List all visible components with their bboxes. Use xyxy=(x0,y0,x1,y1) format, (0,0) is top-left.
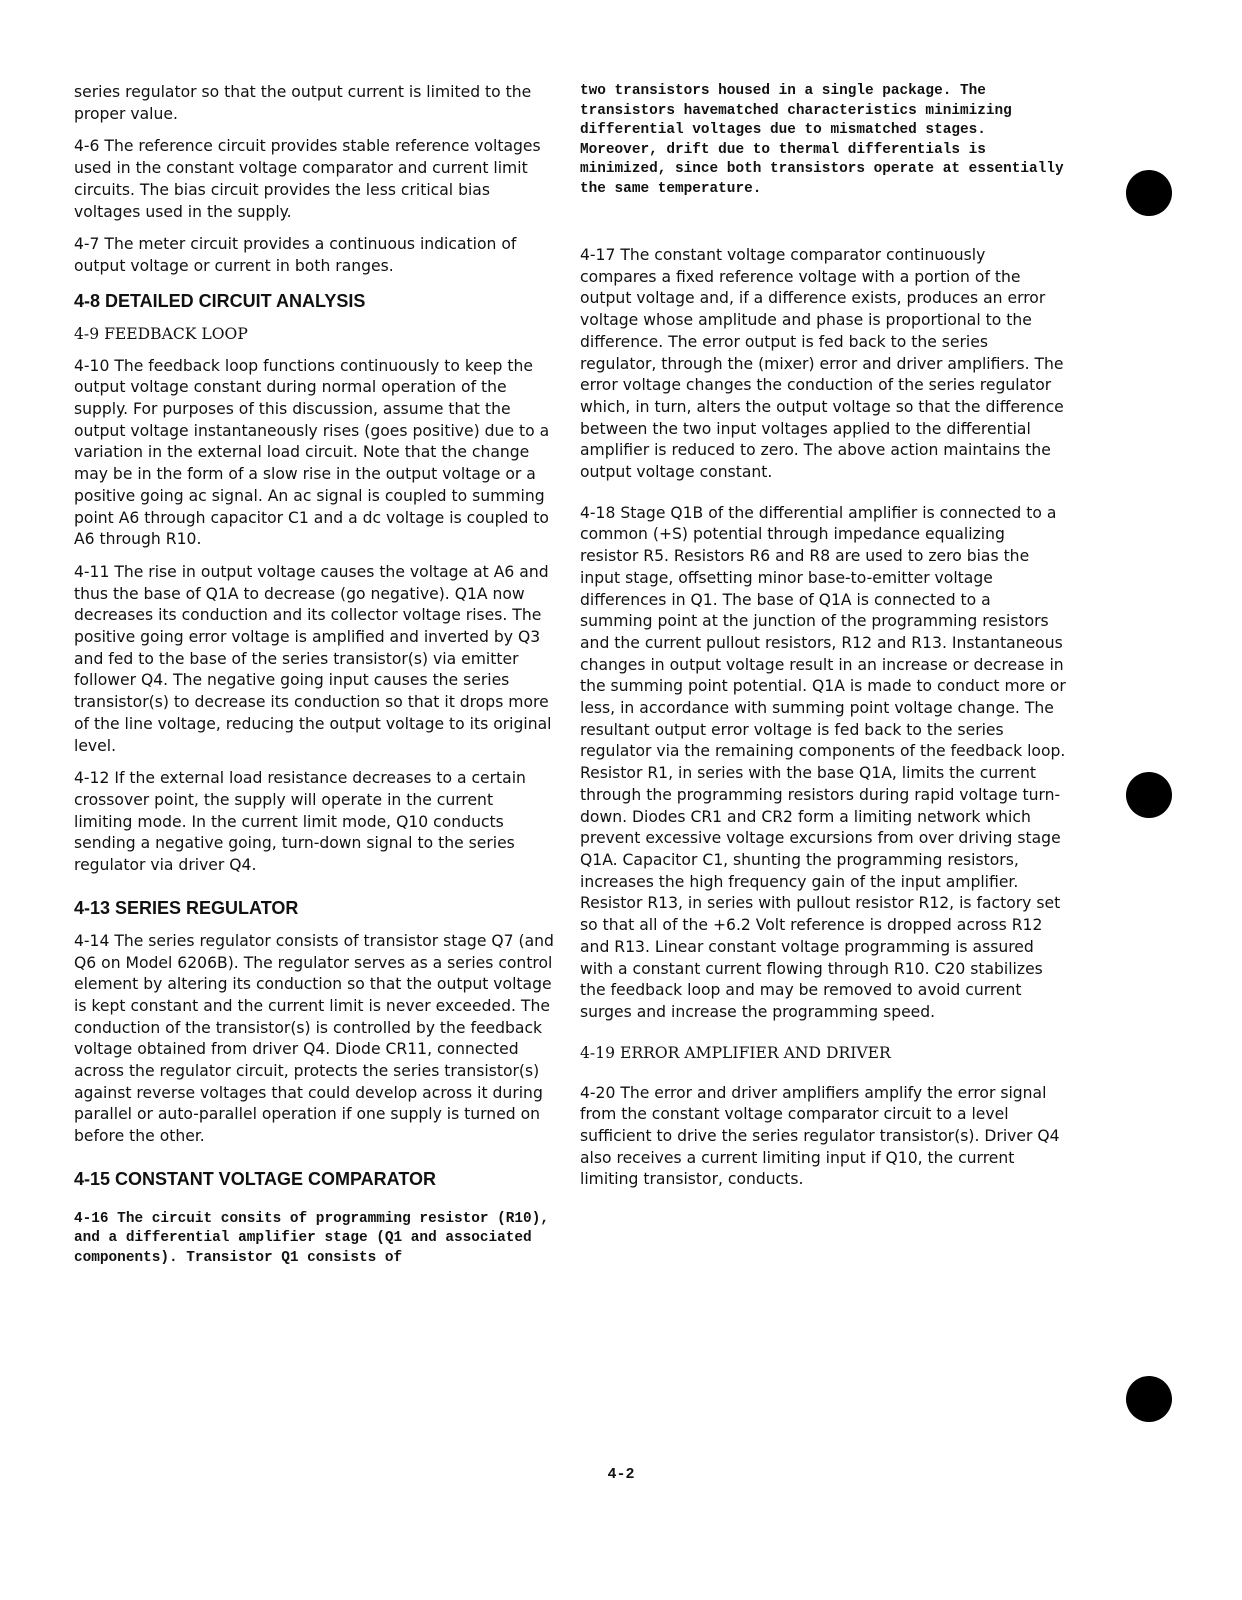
binder-hole-top xyxy=(1126,170,1172,216)
paragraph-4-20: 4-20 The error and driver amplifiers amplify the error signal from the constant voltage comparator circuit to a level sufficient to drive the series regulator transistor(s). Driver Q4 also receives a current limiting input if Q10, the current limiting transistor, conducts. xyxy=(580,1083,1060,1189)
paragraph-4-17: 4-17 The constant voltage comparator continuously compares a fixed reference voltage with a portion of the output voltage and, if a difference exists, produces an error voltage whose amplitude and phase is proportional to the difference. The error output is fed back to the series regulator, through the (mixer) error and driver amplifiers. The error voltage changes the conduction of the series regulator which, in turn, alters the output voltage so that the difference between the two input voltages applied to the differential amplifier is reduced to zero. The above action maintains the output voltage constant. xyxy=(580,246,1064,482)
paragraph-continued: two transistors housed in a single package. The transistors havematched characteristics minimizing differential voltages due to mismatched stages. Moreover, drift due to thermal differentials is minimized, since both transistors operate at essentially the same temperature. xyxy=(580,83,1064,197)
paragraph-intro: series regulator so that the output current is limited to the proper value. xyxy=(74,83,532,123)
right-column xyxy=(580,82,1066,1191)
binder-hole-middle xyxy=(1126,772,1172,818)
paragraph-4-16: 4-16 The circuit consits of programming resistor (R10), and a differential amplifier stage (Q1 and associated components). Transistor Q1 consists of xyxy=(74,1210,549,1266)
paragraph-4-6: 4-6 The reference circuit provides stable reference voltages used in the constant voltage comparator and current limit circuits. The bias circuit provides the less critical bias voltages used in the supply. xyxy=(74,137,541,221)
left-column xyxy=(74,82,556,1268)
heading-4-15: 4-15 CONSTANT VOLTAGE COMPARATOR xyxy=(74,1168,437,1189)
paragraph-4-10: 4-10 The feedback loop functions continuously to keep the output voltage constant during normal operation of the supply. For purposes of this discussion, assume that the output voltage instantaneously rises (goes positive) due to a variation in the external load circuit. Note that the change may be in the form of a slow rise in the output voltage or a positive going ac signal. An ac signal is coupled to summing point A6 through capacitor C1 and a dc voltage is coupled to A6 through R10. xyxy=(74,356,550,549)
heading-4-13: 4-13 SERIES REGULATOR xyxy=(74,897,299,918)
paragraph-4-11: 4-11 The rise in output voltage causes the voltage at A6 and thus the base of Q1A to decrease (go negative). Q1A now decreases its conduction and its collector voltage rises. The positive going error voltage is amplified and inverted by Q3 and fed to the base of the series transistor(s) via emitter follower Q4. The negative going input causes the series transistor(s) to decrease its conduction so that it drops more of the line voltage, reducing the output voltage to its original level. xyxy=(74,562,552,755)
subheading-4-9: 4-9 FEEDBACK LOOP xyxy=(74,324,248,343)
binder-hole-bottom xyxy=(1126,1376,1172,1422)
paragraph-4-14: 4-14 The series regulator consists of transistor stage Q7 (and Q6 on Model 6206B). The regulator serves as a series control element by altering its conduction so that the output voltage is kept constant and the current limit is never exceeded. The conduction of the transistor(s) is controlled by the feedback voltage obtained from driver Q4. Diode CR11, connected across the regulator circuit, protects the series transistor(s) against reverse voltages that could develop across it during parallel or auto-parallel operation if one supply is turned on before the other. xyxy=(74,931,554,1146)
paragraph-4-12: 4-12 If the external load resistance decreases to a certain crossover point, the supply will operate in the current limiting mode. In the current limit mode, Q10 conducts sending a negative going, turn-down signal to the series regulator via driver Q4. xyxy=(74,769,526,875)
heading-4-8: 4-8 DETAILED CIRCUIT ANALYSIS xyxy=(74,290,366,311)
page-number: 4-2 xyxy=(607,1466,635,1483)
paragraph-4-18: 4-18 Stage Q1B of the differential amplifier is connected to a common (+S) potential through impedance equalizing resistor R5. Resistors R6 and R8 are used to zero bias the input stage, offsetting minor base-to-emitter voltage differences in Q1. The base of Q1A is connected to a summing point at the junction of the programming resistors and the current pullout resistors, R12 and R13. Instantaneous changes in output voltage result in an increase or decrease in the summing point potential. Q1A is made to conduct more or less, in accordance with summing point voltage change. The resultant output error voltage is fed back to the series regulator via the remaining components of the feedback loop. Resistor R1, in series with the base Q1A, limits the current through the programming resistors during rapid voltage turn-down. Diodes CR1 and CR2 form a limiting network which prevent excessive voltage excursions from over driving stage Q1A. Capacitor C1, shunting the programming resistors, increases the high frequency gain of the input amplifier. Resistor R13, in series with pullout resistor R12, is factory set so that all of the +6.2 Volt reference is dropped across R12 and R13. Linear constant voltage programming is assured with a constant current flowing through R10. C20 stabilizes the feedback loop and may be removed to avoid current surges and increase the programming speed. xyxy=(580,503,1066,1021)
subheading-4-19: 4-19 ERROR AMPLIFIER AND DRIVER xyxy=(580,1043,891,1062)
paragraph-4-7: 4-7 The meter circuit provides a continuous indication of output voltage or current in both ranges. xyxy=(74,235,517,275)
